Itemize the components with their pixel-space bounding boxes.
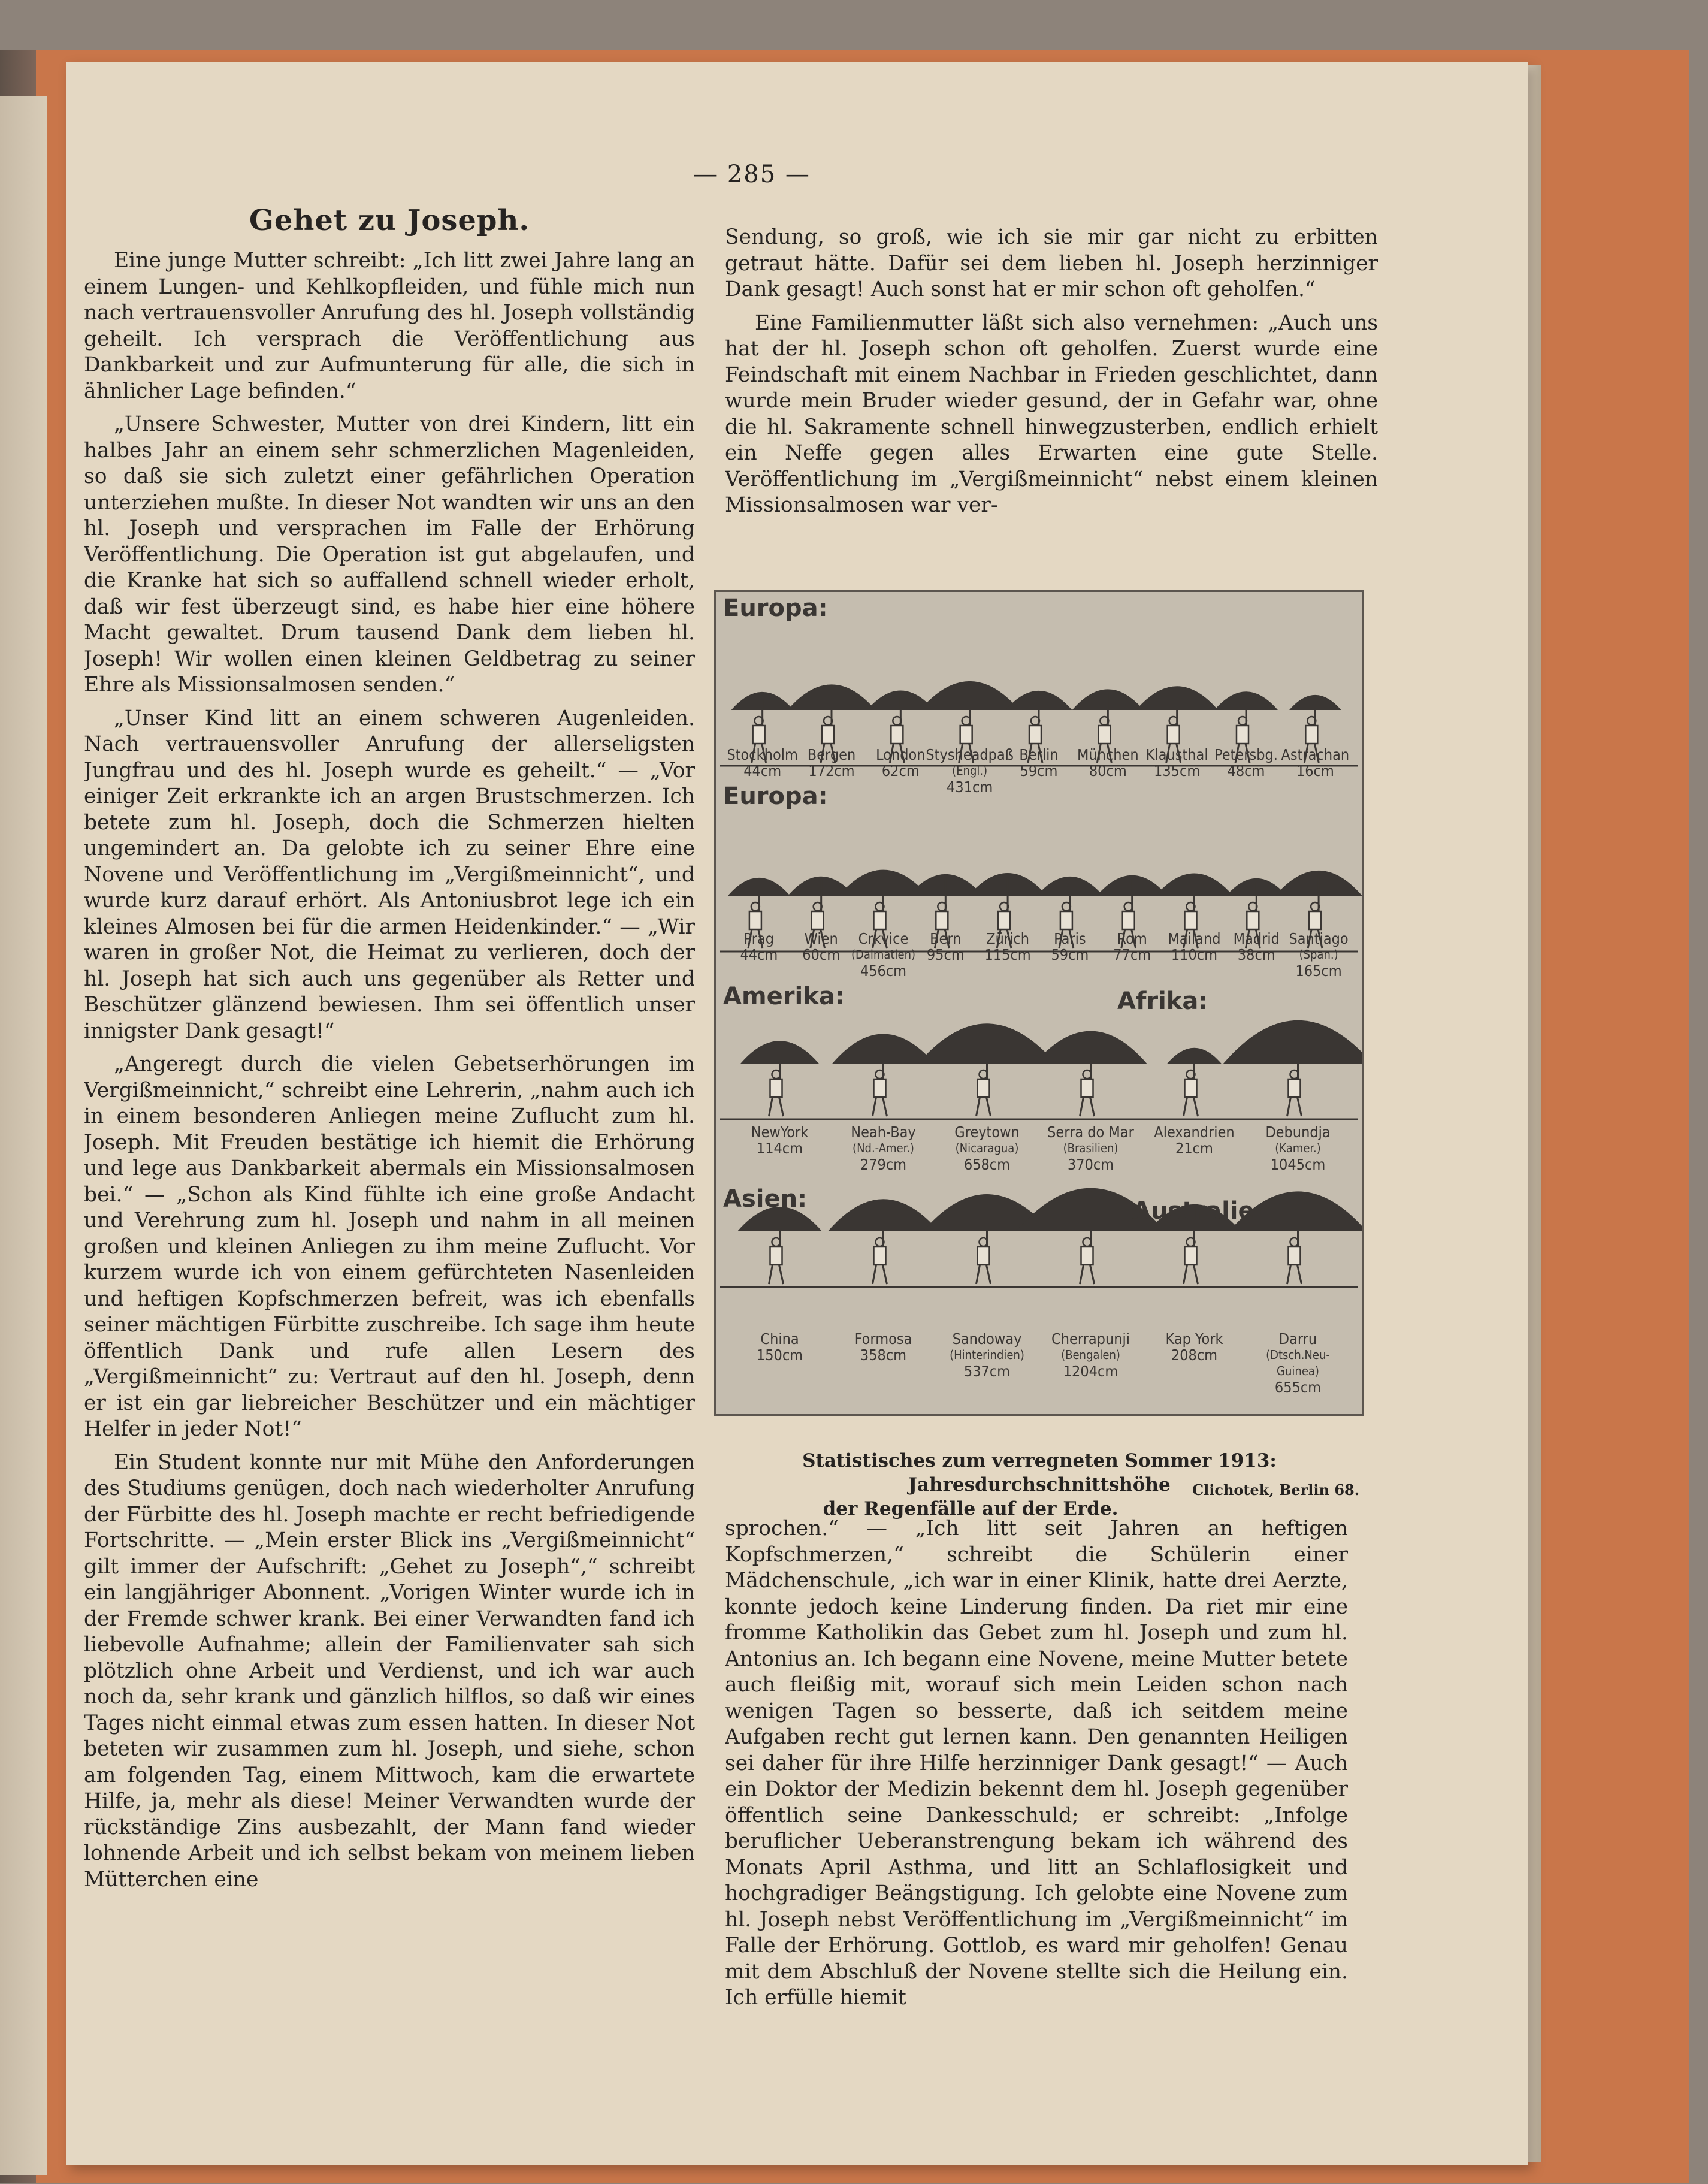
place-note: (Bengalen): [1061, 1348, 1120, 1362]
rainfall-amount: 59cm: [1051, 946, 1089, 963]
place-name: Darru: [1278, 1330, 1317, 1348]
rainfall-amount: 114cm: [756, 1140, 803, 1157]
left-column: [84, 204, 695, 2031]
place-label: [984, 931, 1030, 963]
rainfall-amount: 150cm: [756, 1346, 803, 1364]
place-name: Stysheadpaß: [926, 746, 1014, 763]
place-label: [1166, 1331, 1223, 1363]
walker-leg: [873, 1097, 876, 1116]
walker-body: [770, 1079, 782, 1097]
place-name: Alexandrien: [1154, 1123, 1235, 1141]
place-note: (Hinterindien): [950, 1348, 1024, 1362]
place-name: Astrachan: [1281, 746, 1350, 763]
rainfall-amount: 1045cm: [1270, 1156, 1326, 1173]
place-label: [1146, 747, 1208, 779]
place-note: (Dtsch.Neu-Guinea): [1266, 1348, 1330, 1378]
walker-body: [1289, 1247, 1301, 1265]
walker-leg: [1184, 1097, 1187, 1116]
walker-leg: [883, 1265, 887, 1284]
place-label: [954, 1124, 1020, 1173]
place-label: [926, 747, 1014, 795]
paragraph: Sendung, so groß, wie ich sie mir gar nicht zu erbitten getraut hätte. Dafür sei dem lieben hl. Joseph herzinniger Dank gesagt! Auch sonst hat er mir schon oft geholfen.“: [725, 225, 1378, 301]
walker-body: [874, 1079, 886, 1097]
walker-leg: [1287, 1265, 1291, 1284]
rainfall-amount: 537cm: [963, 1363, 1011, 1380]
walker-body: [1060, 911, 1072, 929]
place-name: Debundja: [1265, 1123, 1331, 1141]
walker-body: [770, 1247, 782, 1265]
walker-body: [998, 911, 1010, 929]
region-label-australien: Australien:: [1132, 1197, 1281, 1225]
place-name: München: [1077, 746, 1139, 763]
walker-body: [1185, 911, 1197, 929]
place-name: Sandoway: [952, 1330, 1022, 1348]
place-label: [1265, 1124, 1330, 1173]
place-label: [851, 1124, 915, 1173]
walker-leg: [1194, 1097, 1198, 1116]
place-label: [751, 1124, 809, 1156]
place-label: [1234, 931, 1280, 963]
walker-body: [1305, 726, 1317, 744]
place-label: [851, 931, 915, 979]
rainfall-amount: 135cm: [1154, 762, 1201, 780]
umbrella-figure: [1035, 1031, 1147, 1116]
walker-leg: [1298, 1097, 1302, 1116]
rainfall-amount: 21cm: [1175, 1140, 1213, 1157]
rainfall-amount: 431cm: [947, 778, 993, 796]
walker-leg: [977, 1097, 980, 1116]
rainfall-amount: 1204cm: [1063, 1363, 1118, 1380]
rainfall-amount: 38cm: [1237, 946, 1275, 963]
rainfall-amount: 16cm: [1296, 762, 1334, 780]
rainfall-amount: 110cm: [1171, 946, 1218, 963]
rainfall-amount: 44cm: [743, 762, 782, 780]
place-label: [876, 747, 925, 779]
walker-body: [1185, 1247, 1197, 1265]
place-name: Serra do Mar: [1047, 1123, 1134, 1141]
place-name: Mailand: [1168, 930, 1221, 947]
region-label-amerika: Amerika:: [723, 983, 845, 1010]
place-label: [740, 931, 778, 963]
place-label: [1214, 747, 1278, 779]
rainfall-amount: 655cm: [1274, 1379, 1322, 1396]
paragraph: Eine junge Mutter schreibt: „Ich litt zwei Jahre lang an einem Lungen- und Kehlkopfleiden, und fühle mich nun nach vertrauensvoller Anrufung des hl. Joseph vollständig geheilt. Ich versprach die Veröffentlichung aus Dankbarkeit und zur Aufmunterung für alle, die sich in ähnlicher Lage befinden.“: [84, 249, 695, 403]
walker-leg: [779, 1097, 784, 1116]
rainfall-amount: 456cm: [860, 962, 907, 980]
rainfall-amount: 370cm: [1067, 1156, 1114, 1173]
place-name: Paris: [1054, 930, 1086, 947]
rainfall-amount: 279cm: [860, 1156, 907, 1173]
umbrella-figure: [923, 1194, 1051, 1284]
paragraph: „Unser Kind litt an einem schweren Augenleiden. Nach vertrauensvoller Anrufung der allerseligsten Jungfrau und des hl. Joseph wurde es geheilt.“ — „Vor einiger Zeit erkrankte ich an argen Brustschmerzen. Ich betete zum hl. Joseph, doch die Schmerzen hielten ungemindert an. Da gelobte ich zu seiner Ehre eine Novene und Veröffentlichung im „Vergißmeinnicht“, und wurde kurz darauf erhört. Als Antoniusbrot lege ich ein kleines Almosen bei für die armen Heidenkinder.“ — „Wir waren in großer Not, die Heimat zu verlieren, doch der hl. Joseph hat sich auch uns gegenüber als Retter und Beschützer glänzend bewiesen. Ihm sei öffentlich unser innigster Dank gesagt!“: [84, 706, 695, 1043]
previous-page-edge: [0, 96, 47, 2175]
walker-body: [1081, 1247, 1093, 1265]
rainfall-pictogram: [714, 590, 1364, 1416]
rainfall-amount: 59cm: [1020, 762, 1058, 780]
place-name: China: [760, 1330, 799, 1348]
place-label: [1047, 1124, 1134, 1173]
place-name: Formosa: [854, 1330, 912, 1348]
walker-body: [874, 1247, 886, 1265]
walker-leg: [883, 1097, 887, 1116]
place-label: [1051, 1331, 1130, 1379]
place-note: (Brasilien): [1063, 1141, 1118, 1155]
walker-leg: [987, 1097, 991, 1116]
paragraph: sprochen.“ — „Ich litt seit Jahren an heftigen Kopfschmerzen,“ schreibt die Schülerin einer Mädchenschule, „ich war in einer Klinik, hatte drei Aerzte, konnte jedoch keine Linderung finden. Da riet mir eine fromme Katholikin das Gebet zum hl. Joseph und zum hl. Antonius an. Ich begann eine Novene, meine Mutter betete auch fleißig mit, worauf sich mein Leiden schon nach wenigen Tagen so besserte, daß ich seitdem meine Aufgaben recht gut lernen kann. Den genannten Heiligen sei daher für ihre Hilfe herzinniger Dank gesagt!“ — Auch ein Doktor der Medizin bekennt dem hl. Joseph gegenüber öffentlich seine Dankesschuld; er schreibt: „Infolge beruflicher Ueberanstrengung bekam ich während des Monats April Asthma, und litt an Schlaflosigkeit und hochgradiger Beängstigung. Ich gelobte eine Novene zum hl. Joseph nebst Veröffentlichung im „Vergißmeinnicht“ im Falle der Erhörung. Gottlob, es ward mir geholfen! Genau mit dem Abschluß der Novene stellte sich die Heilung ein. Ich erfülle hiemit: [725, 1517, 1348, 2010]
walker-body: [936, 911, 948, 929]
rainfall-amount: 95cm: [926, 946, 965, 963]
walker-body: [1081, 1079, 1093, 1097]
umbrella-figure: [918, 1023, 1056, 1116]
walker-body: [822, 726, 834, 744]
walker-body: [891, 726, 903, 744]
place-name: Bergen: [807, 746, 856, 763]
page-number: — 285 —: [693, 161, 811, 188]
walker-body: [753, 726, 765, 744]
place-name: Crkvice: [858, 930, 909, 947]
walker-body: [1185, 1079, 1197, 1097]
place-label: [1281, 747, 1350, 779]
umbrella-figure: [828, 1199, 939, 1284]
umbrella-figure: [740, 1041, 819, 1116]
place-name: Kap York: [1165, 1330, 1223, 1348]
walker-leg: [1298, 1265, 1302, 1284]
walker-leg: [987, 1265, 991, 1284]
walker-leg: [1184, 1265, 1187, 1284]
place-name: Greytown: [954, 1123, 1020, 1141]
walker-leg: [977, 1265, 980, 1284]
rainfall-amount: 115cm: [984, 946, 1031, 963]
place-label: [757, 1331, 803, 1363]
umbrella-figure: [832, 1034, 935, 1116]
page-stack-edge: [1528, 65, 1541, 2162]
walker-leg: [769, 1265, 773, 1284]
place-name: Wien: [804, 930, 838, 947]
caption-line: der Regenfälle auf der Erde.: [823, 1498, 1118, 1520]
paragraph: Eine Familienmutter läßt sich also vernehmen: „Auch uns hat der hl. Joseph schon oft geholfen. Zuerst wurde eine Feindschaft mit einem Nachbar in Frieden geschlichtet, dann wurde mein Bruder wieder gesund, der in Gefahr war, ohne die hl. Sakramente schnell hinwegzusterben, endlich erhielt ein Neffe gegen alles Erwarten eine gute Stelle. Veröffentlichung im „Vergißmeinnicht“ nebst einem kleinen Missionsalmosen war ver-: [725, 310, 1378, 517]
place-name: Bern: [930, 930, 962, 947]
region-label-europa: Europa:: [723, 594, 828, 622]
image-credit: Clichotek, Berlin 68.: [1192, 1481, 1360, 1499]
walker-body: [978, 1079, 990, 1097]
walker-body: [1237, 726, 1248, 744]
place-label: [802, 931, 840, 963]
place-name: London: [876, 746, 926, 763]
walker-leg: [769, 1097, 773, 1116]
place-name: Prag: [743, 930, 775, 947]
place-label: [1168, 931, 1220, 963]
walker-leg: [779, 1265, 784, 1284]
walker-body: [1123, 911, 1135, 929]
place-label: [927, 931, 965, 963]
place-note: (Span.): [1299, 947, 1338, 962]
rainfall-amount: 165cm: [1295, 962, 1342, 980]
paragraph: „Angeregt durch die vielen Gebetserhörungen im Vergißmeinnicht,“ schreibt eine Lehrerin, „nahm auch ich in einem besonderen Anliegen meine Zuflucht zum hl. Joseph. Mit Freuden bestätige ich hiemit die Erhörung und lege aus Dankbarkeit abermals ein Missionsalmosen bei.“ — „Schon als Kind fühlte ich eine große Andacht und Verehrung zum hl. Joseph und nahm in all meinen großen und kleinen Anliegen zu ihm meine Zuflucht. Vor kurzem wurde ich von einem gefürchteten Nasenleiden und heftigen Kopfschmerzen befreit, was ich ebenfalls seiner mächtigen Fürbitte zuschreibe. Ich sage ihm heute öffentlich Dank und rufe allen Lesern des „Vergißmeinnicht“ zu: Vertraut auf den hl. Joseph, denn er ist ein gar liebreicher Beschützer und ein mächtiger Helfer in jeder Not!“: [84, 1052, 695, 1441]
place-name: Berlin: [1019, 746, 1059, 763]
place-label: [808, 747, 855, 779]
walker-leg: [1287, 1097, 1291, 1116]
rainfall-amount: 658cm: [963, 1156, 1011, 1173]
rainfall-amount: 62cm: [881, 762, 920, 780]
walker-body: [1289, 1079, 1301, 1097]
place-name: Madrid: [1233, 930, 1280, 947]
paragraph: Ein Student konnte nur mit Mühe den Anforderungen des Studiums genügen, doch nach wiederholter Anrufung der Fürbitte des hl. Joseph machte er recht befriedigende Fortschritte. — „Mein erster Blick ins „Vergißmeinnicht“ gilt immer der Aufschrift: „Gehet zu Joseph“,“ schreibt ein langjähriger Abonnent. „Vorigen Winter wurde ich in der Fremde schwer krank. Bei einer Verwandten fand ich liebevolle Aufnahme; allein der Familienvater sah sich plötzlich ohne Arbeit und Verdienst, und ich war auch noch da, sehr krank und gänzlich hilflos, so daß wir eines Tages nicht einmal etwas zum essen hatten. In dieser Not beteten wir zusammen zum hl. Joseph, und siehe, schon am folgenden Tag, einem Mittwoch, kam die erwartete Hilfe, ja, mehr als diese! Meiner Verwandten wurde der rückständige Zins ausbezahlt, der Mann fand wieder lohnende Arbeit und ich selbst bekam von meinem lieben Mütterchen eine: [84, 1450, 695, 1892]
place-label: [1113, 931, 1151, 963]
walker-leg: [1090, 1097, 1095, 1116]
place-name: NewYork: [751, 1123, 809, 1141]
walker-body: [1309, 911, 1321, 929]
place-note: (Nicaragua): [955, 1141, 1019, 1155]
walker-leg: [1080, 1265, 1084, 1284]
place-label: [727, 747, 797, 779]
place-name: Stockholm: [727, 746, 798, 763]
rainfall-amount: 358cm: [860, 1346, 907, 1364]
walker-body: [874, 911, 886, 929]
place-label: [1019, 747, 1058, 779]
walker-leg: [1090, 1265, 1095, 1284]
article-title: Gehet zu Joseph.: [249, 204, 530, 237]
caption-line: Statistisches zum verregneten Sommer 1913: Jahresdurchschnittshöhe: [802, 1450, 1277, 1496]
rainfall-amount: 44cm: [740, 946, 778, 963]
walker-body: [978, 1247, 990, 1265]
place-note: (Nd.-Amer.): [853, 1141, 914, 1155]
walker-body: [1247, 911, 1259, 929]
rainfall-amount: 208cm: [1171, 1346, 1218, 1364]
umbrella-figure: [1167, 1048, 1221, 1116]
right-column-bottom: [725, 1516, 1348, 2031]
rainfall-amount: 60cm: [802, 946, 841, 963]
paragraph: „Unsere Schwester, Mutter von drei Kindern, litt ein halbes Jahr an einem sehr schmerzlichen Magenleiden, so daß sie sich zuletzt einer gefährlichen Operation unterziehen mußte. In dieser Not wandten wir uns an den hl. Joseph und versprachen im Falle der Erhörung Veröffentlichung. Die Operation ist gut abgelaufen, und die Kranke hat sich so auffallend schnell wieder erholt, daß wir fest überzeugt sind, es habe hier eine höhere Macht gewaltet. Drum tausend Dank dem lieben hl. Joseph! Wir wollen einen kleinen Geldbetrag zu seiner Ehre als Missionsalmosen senden.“: [84, 412, 695, 697]
walker-body: [1098, 726, 1110, 744]
walker-leg: [1194, 1265, 1198, 1284]
umbrella-canopy: [1223, 1020, 1362, 1064]
place-name: Petersbg.: [1214, 746, 1278, 763]
umbrella-figure: [1223, 1020, 1362, 1116]
rainfall-amount: 77cm: [1113, 946, 1151, 963]
place-label: [1051, 931, 1089, 963]
walker-body: [1029, 726, 1041, 744]
rainfall-amount: 80cm: [1089, 762, 1127, 780]
place-label: [1077, 747, 1139, 779]
walker-body: [960, 726, 972, 744]
place-note: (Engl.): [952, 763, 988, 778]
place-name: Zürich: [986, 930, 1029, 947]
walker-leg: [873, 1265, 876, 1284]
place-name: Santiago: [1289, 930, 1349, 947]
umbrella-figure: [737, 1207, 822, 1284]
right-column-top: [725, 225, 1378, 584]
place-label: [950, 1331, 1024, 1379]
walker-leg: [1080, 1097, 1084, 1116]
place-name: Rom: [1117, 930, 1147, 947]
rainfall-amount: 48cm: [1227, 762, 1265, 780]
region-label-europa: Europa:: [723, 783, 828, 810]
place-label: [1289, 931, 1348, 979]
place-label: [855, 1331, 912, 1363]
region-label-asien: Asien:: [723, 1185, 808, 1213]
place-name: Cherrapunji: [1051, 1330, 1130, 1348]
place-note: (Kamer.): [1275, 1141, 1321, 1155]
place-label: [1266, 1331, 1330, 1395]
walker-body: [749, 911, 761, 929]
place-note: (Dalmatien): [851, 947, 916, 962]
place-name: Neah-Bay: [851, 1123, 916, 1141]
walker-body: [812, 911, 824, 929]
place-name: Klausthal: [1145, 746, 1208, 763]
region-label-afrika: Afrika:: [1117, 987, 1208, 1015]
walker-body: [1168, 726, 1180, 744]
rainfall-amount: 172cm: [808, 762, 855, 780]
place-label: [1154, 1124, 1234, 1156]
